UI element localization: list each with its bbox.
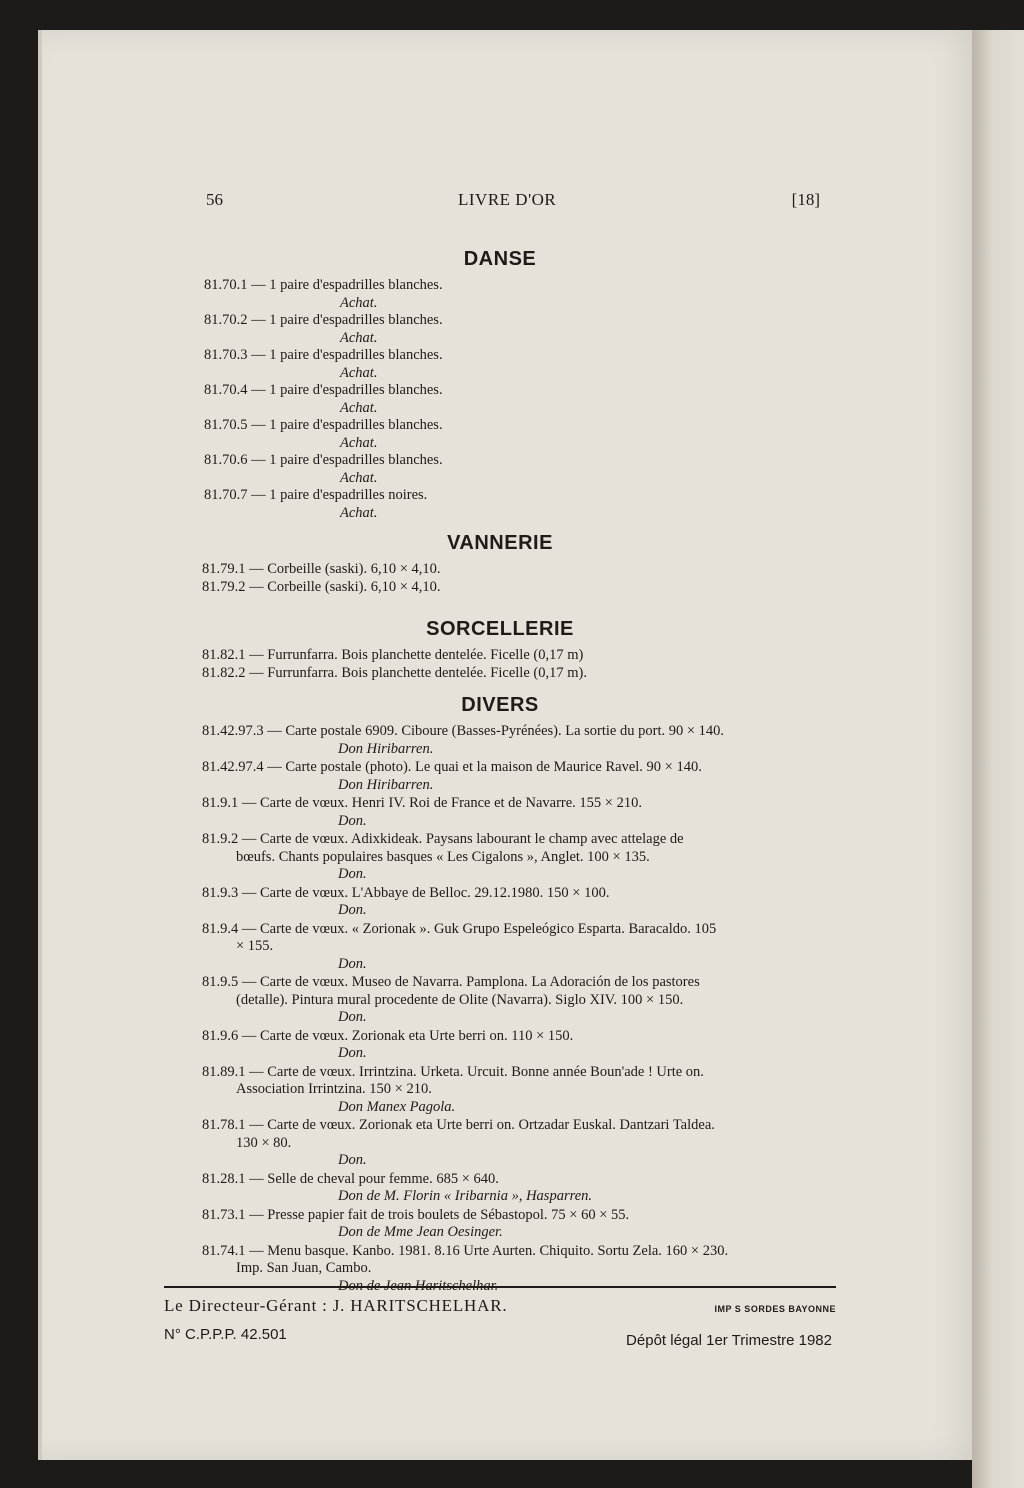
entry-text: 81.9.6 — Carte de vœux. Zorionak eta Urte berri on. 110 × 150. (202, 1027, 574, 1044)
catalog-entry (162, 487, 838, 522)
entry-text: 81.9.4 — Carte de vœux. « Zorionak ». Guk Grupo Espeleógico Esparta. Baracaldo. 105 (202, 920, 717, 937)
entry-text: 81.42.97.4 — Carte postale (photo). Le quai et la maison de Maurice Ravel. 90 × 140. (202, 759, 702, 775)
entry-continuation: × 155. (236, 938, 274, 954)
entry-continuation: (detalle). Pintura mural procedente de Olite (Navarra). Siglo XIV. 100 × 150. (236, 991, 684, 1008)
section-title-divers: DIVERS (461, 694, 539, 716)
entry-source: Don. (338, 812, 367, 829)
entry-source: Achat. (340, 294, 378, 311)
entry-text: 81.70.6 — 1 paire d'espadrilles blanches. (204, 452, 443, 468)
catalog-entry (162, 1028, 838, 1063)
catalog-entry (162, 759, 838, 794)
catalog-entry (162, 723, 838, 758)
entry-source: Don Hiribarren. (338, 740, 434, 757)
catalog-entry (162, 1171, 838, 1206)
entry-text: 81.70.5 — 1 paire d'espadrilles blanches. (204, 417, 443, 433)
entry-text: 81.74.1 — Menu basque. Kanbo. 1981. 8.16 Urte Aurten. Chiquito. Sortu Zela. 160 × 230. (202, 1242, 729, 1259)
catalog-entry (162, 885, 838, 920)
entry-source: Achat. (340, 434, 378, 451)
entry-text: 81.70.2 — 1 paire d'espadrilles blanches. (204, 312, 443, 328)
entry-continuation: 130 × 80. (236, 1134, 292, 1151)
catalog-entry (162, 579, 838, 597)
next-page-edge (972, 30, 1024, 1488)
legal-deposit: Dépôt légal 1er Trimestre 1982 (626, 1332, 832, 1349)
entry-text: 81.79.2 — Corbeille (saski). 6,10 × 4,10. (202, 578, 441, 595)
catalog-entry (162, 665, 838, 683)
entry-source: Don. (338, 902, 367, 918)
entry-text: 81.78.1 — Carte de vœux. Zorionak eta Urte berri on. Ortzadar Euskal. Dantzari Taldea. (202, 1117, 715, 1133)
entry-source: Don. (338, 955, 367, 972)
divers-list (162, 723, 838, 1295)
catalog-entry (162, 795, 838, 830)
page-content (162, 190, 838, 1296)
entry-text: 81.42.97.3 — Carte postale 6909. Ciboure (Basses-Pyrénées). La sortie du port. 90 × 140. (202, 723, 725, 739)
entry-source: Don. (338, 1009, 367, 1025)
running-header (162, 190, 838, 218)
catalog-entry (162, 312, 838, 347)
catalog-entry (162, 561, 838, 579)
catalog-entry (162, 1207, 838, 1242)
entry-source: Achat. (340, 504, 378, 521)
entry-source: Don de M. Florin « Iribarnia », Hasparren. (338, 1188, 593, 1204)
catalog-entry (162, 452, 838, 487)
entry-source: Don. (338, 1152, 367, 1168)
entry-source: Achat. (340, 399, 378, 416)
section-title-danse: DANSE (463, 248, 537, 270)
catalog-entry (162, 347, 838, 382)
cppp-number: N° C.P.P.P. 42.501 (164, 1326, 287, 1343)
entry-source: Achat. (340, 329, 378, 346)
catalog-entry (162, 647, 838, 665)
catalog-entry (162, 382, 838, 417)
entry-text: 81.82.2 — Furrunfarra. Bois planchette dentelée. Ficelle (0,17 m). (202, 664, 587, 681)
section-title-vannerie: VANNERIE (447, 532, 553, 554)
danse-list (162, 277, 838, 522)
vannerie-list (162, 561, 838, 596)
header-bracket: [18] (791, 190, 820, 209)
entry-text: 81.70.3 — 1 paire d'espadrilles blanches. (204, 347, 443, 363)
page-number: 56 (206, 190, 223, 209)
entry-continuation: Association Irrintzina. 150 × 210. (236, 1081, 432, 1097)
entry-text: 81.79.1 — Corbeille (saski). 6,10 × 4,10. (202, 561, 441, 577)
entry-text: 81.9.3 — Carte de vœux. L'Abbaye de Belloc. 29.12.1980. 150 × 100. (202, 884, 610, 901)
entry-continuation: Imp. San Juan, Cambo. (236, 1260, 372, 1276)
section-title-sorcellerie: SORCELLERIE (426, 618, 574, 640)
entry-text: 81.70.1 — 1 paire d'espadrilles blanches. (204, 277, 443, 293)
catalog-entry (162, 974, 838, 1027)
entry-text: 81.9.2 — Carte de vœux. Adixkideak. Paysans labourant le champ avec attelage de (202, 831, 684, 847)
entry-text: 81.70.4 — 1 paire d'espadrilles blanches. (204, 382, 443, 398)
entry-text: 81.82.1 — Furrunfarra. Bois planchette dentelée. Ficelle (0,17 m) (202, 647, 584, 663)
footer-rule (164, 1286, 836, 1288)
entry-text: 81.70.7 — 1 paire d'espadrilles noires. (204, 487, 428, 503)
catalog-entry (162, 921, 838, 974)
printer-credit: IMP S SORDES BAYONNE (714, 1304, 836, 1314)
entry-text: 81.89.1 — Carte de vœux. Irrintzina. Urketa. Urcuit. Bonne année Boun'ade ! Urte on. (202, 1063, 704, 1080)
catalog-entry (162, 417, 838, 452)
entry-source: Don. (338, 1045, 367, 1061)
entry-source: Don Hiribarren. (338, 776, 434, 793)
entry-source: Don de Mme Jean Oesinger. (338, 1224, 503, 1240)
catalog-entry (162, 1117, 838, 1170)
entry-source: Don. (338, 866, 367, 882)
entry-text: 81.9.1 — Carte de vœux. Henri IV. Roi de France et de Navarre. 155 × 210. (202, 795, 642, 811)
director-credit: Le Directeur-Gérant : J. HARITSCHELHAR. (164, 1296, 508, 1315)
header-title: LIVRE D'OR (458, 190, 557, 209)
entry-text: 81.9.5 — Carte de vœux. Museo de Navarra. Pamplona. La Adoración de los pastores (202, 974, 700, 990)
entry-text: 81.28.1 — Selle de cheval pour femme. 685 × 640. (202, 1170, 499, 1187)
catalog-entry (162, 1064, 838, 1117)
catalog-entry (162, 277, 838, 312)
entry-source: Achat. (340, 364, 378, 381)
entry-source: Don Manex Pagola. (338, 1098, 456, 1115)
entry-continuation: bœufs. Chants populaires basques « Les Cigalons », Anglet. 100 × 135. (236, 848, 650, 865)
catalog-entry (162, 831, 838, 884)
sorcellerie-list (162, 647, 838, 682)
entry-source: Achat. (340, 469, 378, 486)
entry-text: 81.73.1 — Presse papier fait de trois boulets de Sébastopol. 75 × 60 × 55. (202, 1206, 630, 1223)
